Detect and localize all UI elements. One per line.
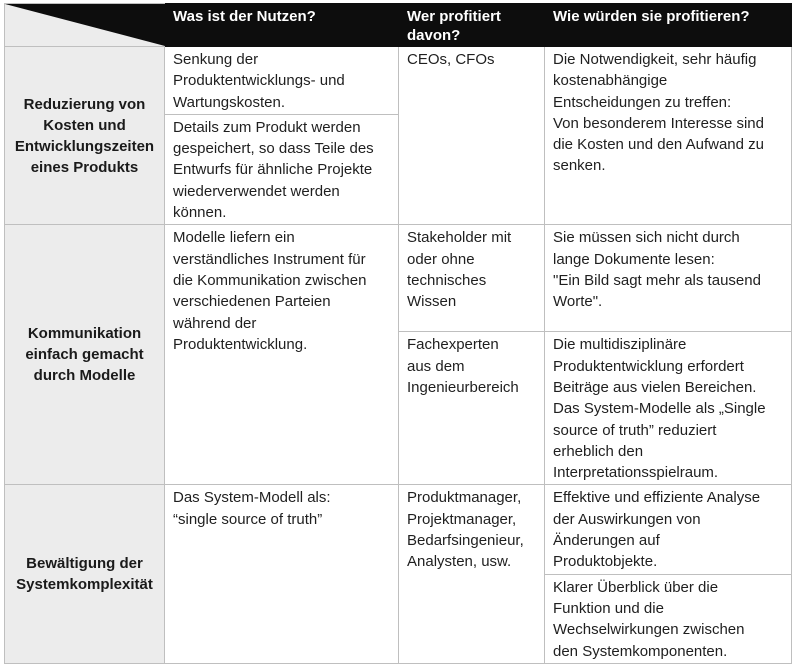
header-row <box>5 4 792 47</box>
who-cell: Produktmanager, Projektmanager, Bedarfsingenieur, Analysten, usw. <box>399 485 545 663</box>
row-label-complexity: Bewältigung der Systemkomplexität <box>5 485 165 663</box>
table-row <box>5 47 792 115</box>
how-cell: Die Notwendigkeit, sehr häufig kostenabhängige Entscheidungen zu treffen: Von besonderem Interesse sind die Kosten und den Aufwand zu senken. <box>545 47 792 225</box>
row-label-cost: Reduzierung von Kosten und Entwicklungszeiten eines Produkts <box>5 47 165 225</box>
how-cell: Klarer Überblick über die Funktion und die Wechselwirkungen zwischen den Systemkomponenten. <box>545 574 792 663</box>
header-how: Wie würden sie profitieren? <box>545 4 792 47</box>
benefit-cell: Details zum Produkt werden gespeichert, so dass Teile des Entwurfs für ähnliche Projekte wiederverwendet werden können. <box>165 114 399 224</box>
benefits-table <box>4 3 792 664</box>
header-benefit: Was ist der Nutzen? <box>165 4 399 47</box>
benefits-table-wrapper <box>4 3 792 664</box>
corner-diagonal-shape <box>5 4 165 46</box>
header-who: Wer profitiert davon? <box>399 4 545 47</box>
benefit-cell: Das System-Modell als: “single source of truth” <box>165 485 399 663</box>
how-cell: Effektive und effiziente Analyse der Auswirkungen von Änderungen auf Produktobjekte. <box>545 485 792 574</box>
corner-cell <box>5 4 165 47</box>
benefit-cell: Senkung der Produktentwicklungs- und Wartungskosten. <box>165 47 399 115</box>
who-cell: CEOs, CFOs <box>399 47 545 225</box>
benefit-cell: Modelle liefern ein verständliches Instrument für die Kommunikation zwischen verschiedenen Parteien während der Produktentwicklung. <box>165 225 399 485</box>
who-cell: Stakeholder mit oder ohne technisches Wissen <box>399 225 545 332</box>
table-row <box>5 225 792 332</box>
who-cell: Fachexperten aus dem Ingenieurbereich <box>399 332 545 485</box>
row-label-communication: Kommunikation einfach gemacht durch Modelle <box>5 225 165 485</box>
how-cell: Die multidisziplinäre Produktentwicklung erfordert Beiträge aus vielen Bereichen. Das System-Modelle als „Single source of truth” reduziert erheblich den Interpretationsspielraum. <box>545 332 792 485</box>
table-row <box>5 485 792 574</box>
how-cell: Sie müssen sich nicht durch lange Dokumente lesen: "Ein Bild sagt mehr als tausend Worte". <box>545 225 792 332</box>
